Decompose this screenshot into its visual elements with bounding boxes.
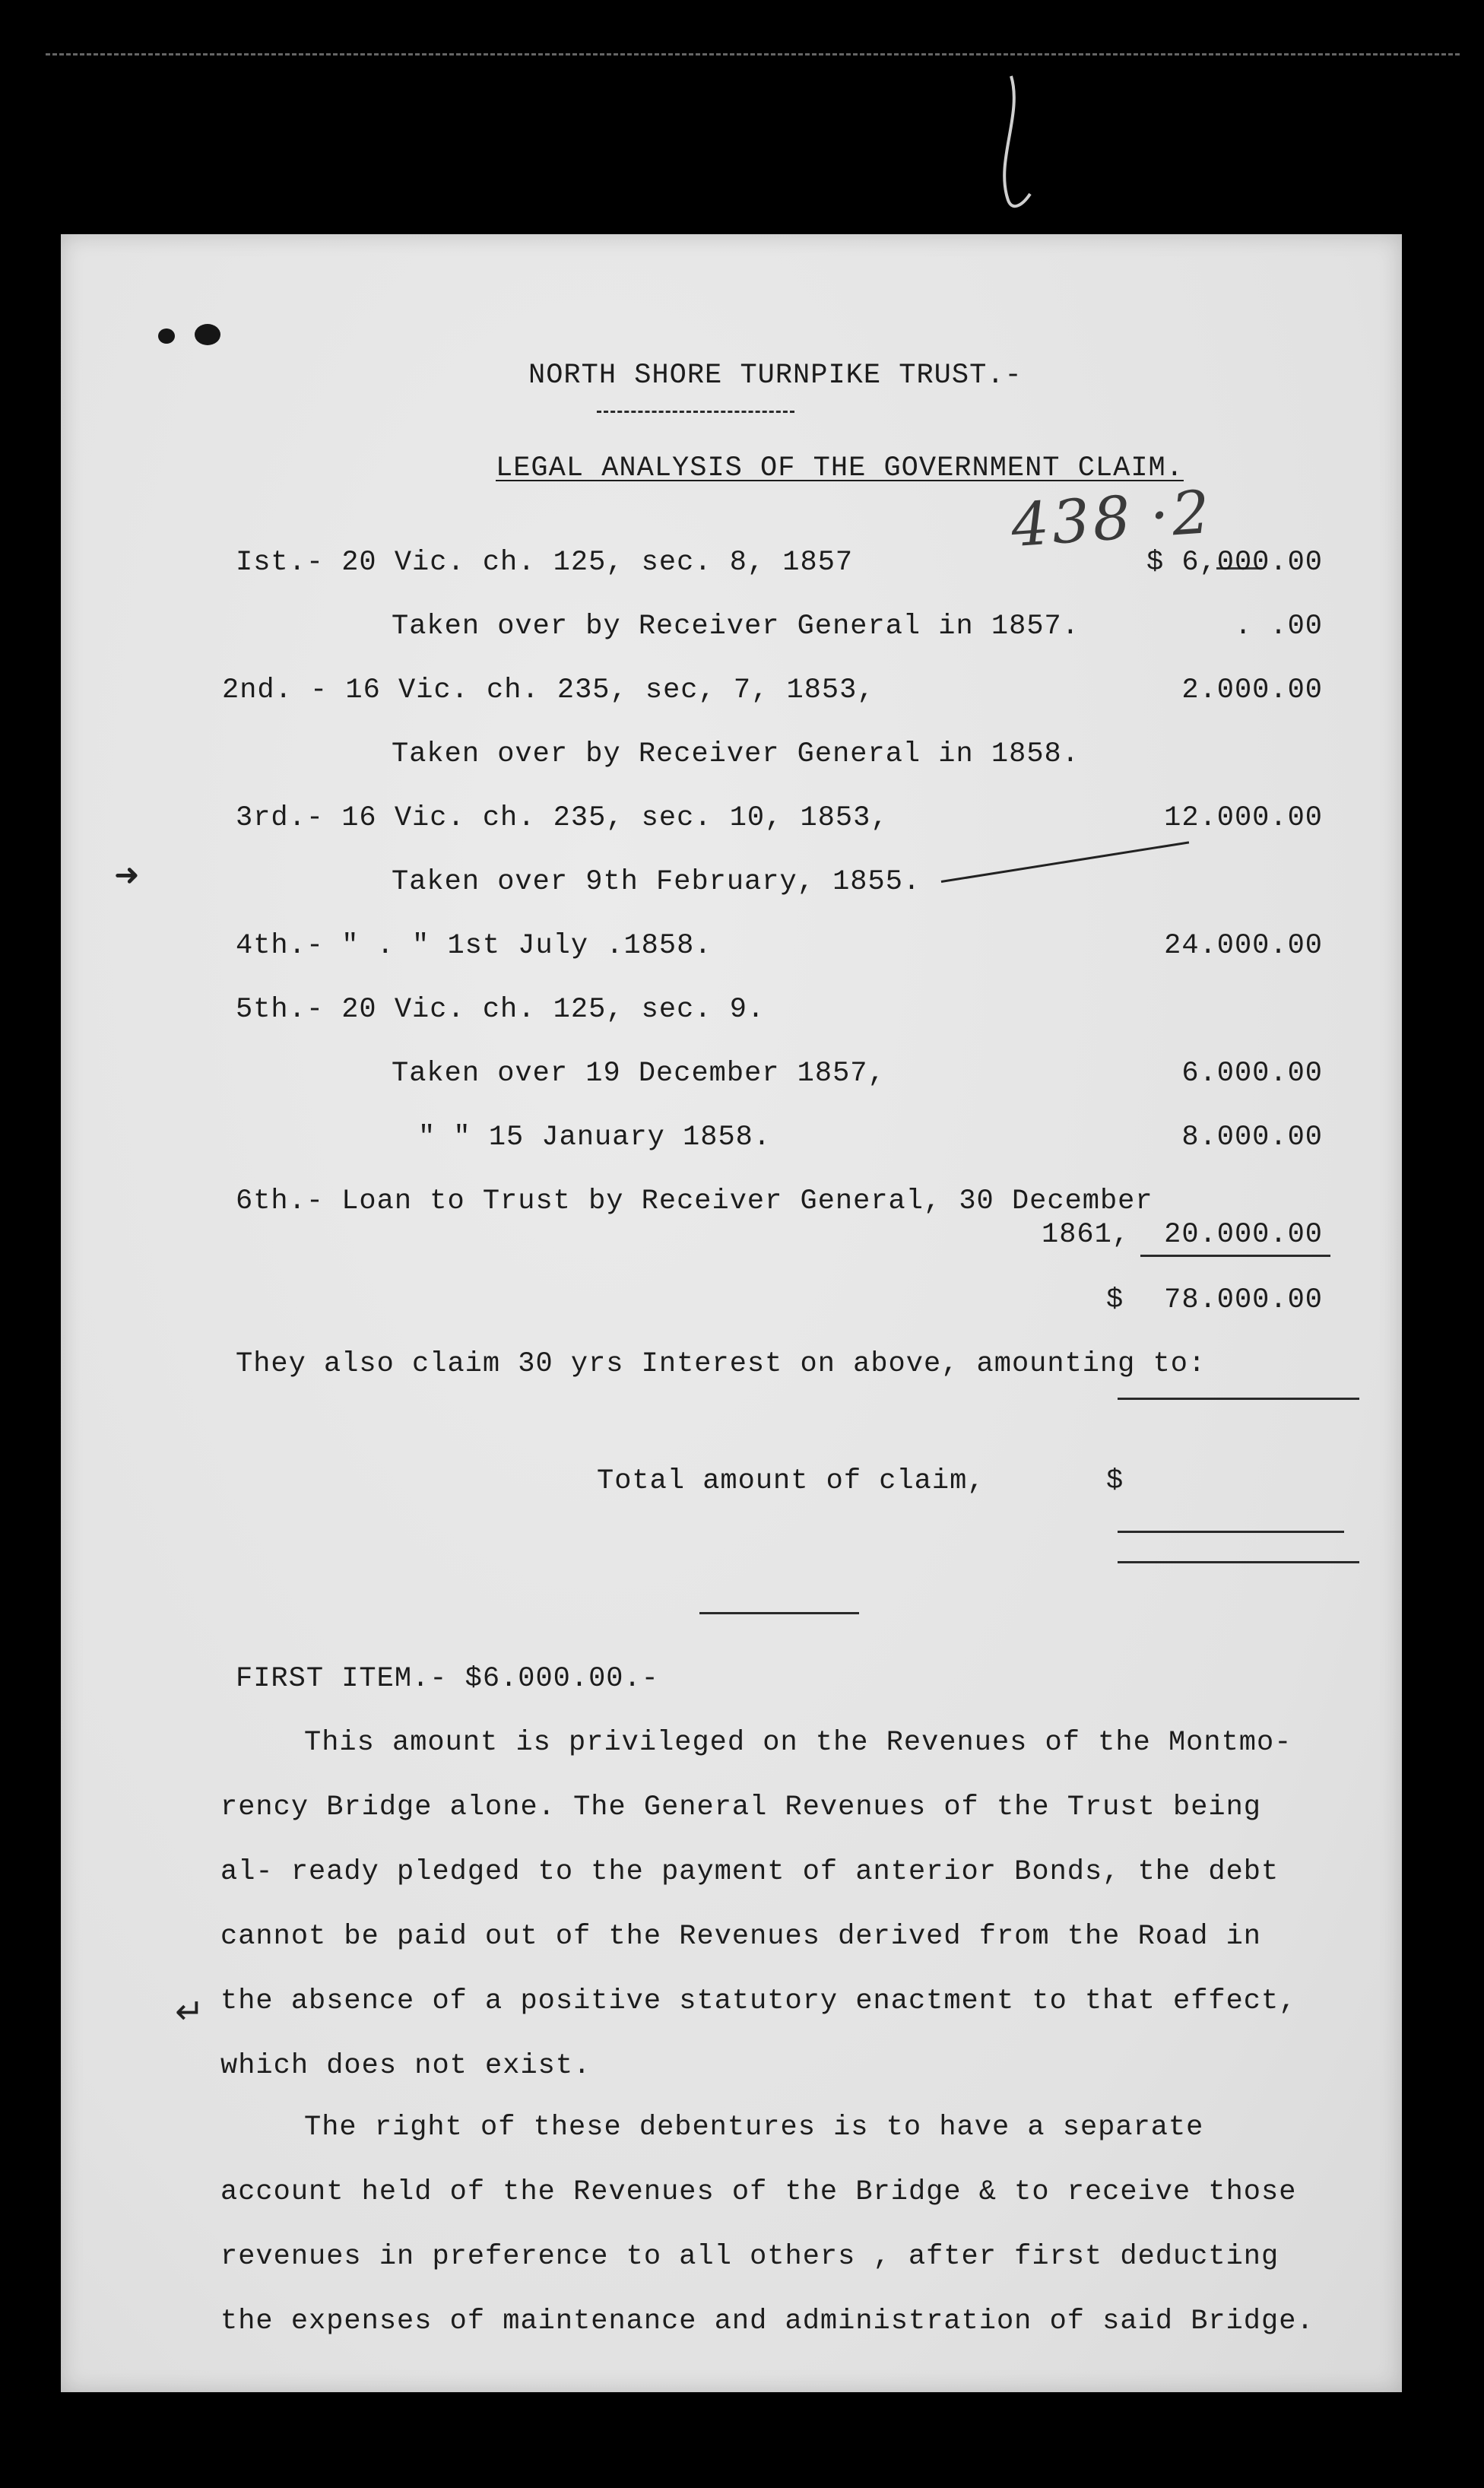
- item-2-amount: 2.000.00: [1181, 674, 1323, 706]
- item-6-label-cont: 1861,: [1042, 1219, 1130, 1251]
- item-5-note-1: Taken over 19 December 1857,: [392, 1058, 886, 1090]
- item-3-label: 3rd.- 16 Vic. ch. 235, sec. 10, 1853,: [236, 802, 889, 834]
- total-rule-2: [1118, 1561, 1359, 1563]
- margin-hook-icon: ↵: [175, 1991, 205, 2032]
- section-divider: [699, 1612, 859, 1614]
- pencil-stroke: [941, 841, 1189, 883]
- item-1-label: Ist.- 20 Vic. ch. 125, sec. 8, 1857: [236, 547, 854, 579]
- item-6-label: 6th.- Loan to Trust by Receiver General, 30 December: [236, 1185, 1153, 1217]
- ink-blot: [158, 328, 175, 344]
- paragraph-1: This amount is privileged on the Revenues of the Montmo- rency Bridge alone. The General Revenues of the Trust being al- ready pledged to the payment of anterior Bonds, the debt cannot be paid out of the Revenues derived from the Road in the absence of a positive statutory enactment to that effect, which does not exist.: [220, 1727, 1297, 2082]
- item-1-note-amount: . .00: [1234, 611, 1323, 643]
- folio-number: 438 ·2: [1009, 478, 1216, 561]
- film-strip-edge: [46, 53, 1460, 60]
- item-5-amount-1: 6.000.00: [1181, 1058, 1323, 1090]
- total-currency: $: [1106, 1465, 1124, 1497]
- item-3-note: Taken over 9th February, 1855.: [392, 866, 921, 898]
- section-heading: FIRST ITEM.- $6.000.00.-: [236, 1663, 659, 1695]
- paragraph-2: The right of these debentures is to have a separate account held of the Revenues of the Bridge & to receive those revenues in preference to all others , after first deducting the expenses of maintenance and administration of said Bridge.: [220, 2112, 1314, 2337]
- item-5-amount-2: 8.000.00: [1181, 1122, 1323, 1154]
- item-3-amount: 12.000.00: [1164, 802, 1323, 834]
- doc-title: NORTH SHORE TURNPIKE TRUST.-: [528, 360, 1023, 392]
- item-4-amount: 24.000.00: [1164, 930, 1323, 962]
- subtotal-currency: $: [1106, 1284, 1124, 1316]
- doc-subtitle: LEGAL ANALYSIS OF THE GOVERNMENT CLAIM.: [496, 452, 1184, 484]
- total-label: Total amount of claim,: [597, 1465, 985, 1497]
- item-1-note: Taken over by Receiver General in 1857.: [392, 611, 1080, 643]
- item-5-note-2: " " 15 January 1858.: [418, 1122, 772, 1154]
- ink-blot: [195, 324, 220, 345]
- margin-arrow-icon: ➜: [114, 858, 140, 893]
- item-4-label: 4th.- " . " 1st July .1858.: [236, 930, 712, 962]
- item-1-amount: $ 6,000.00: [1146, 547, 1323, 579]
- total-rule-1: [1118, 1531, 1344, 1533]
- title-separator: [597, 411, 794, 413]
- item-6-amount: 20.000.00: [1164, 1219, 1323, 1251]
- item-5-label: 5th.- 20 Vic. ch. 125, sec. 9.: [236, 994, 766, 1026]
- document-page: [61, 234, 1402, 2392]
- sum-rule: [1140, 1255, 1330, 1257]
- item-2-label: 2nd. - 16 Vic. ch. 235, sec, 7, 1853,: [222, 674, 875, 706]
- subtotal-amount: 78.000.00: [1164, 1284, 1323, 1316]
- interest-line: They also claim 30 yrs Interest on above, amounting to:: [236, 1348, 1207, 1380]
- item-2-note: Taken over by Receiver General in 1858.: [392, 738, 1080, 770]
- check-mark-icon: [966, 68, 1057, 221]
- interest-blank-rule: [1118, 1398, 1359, 1400]
